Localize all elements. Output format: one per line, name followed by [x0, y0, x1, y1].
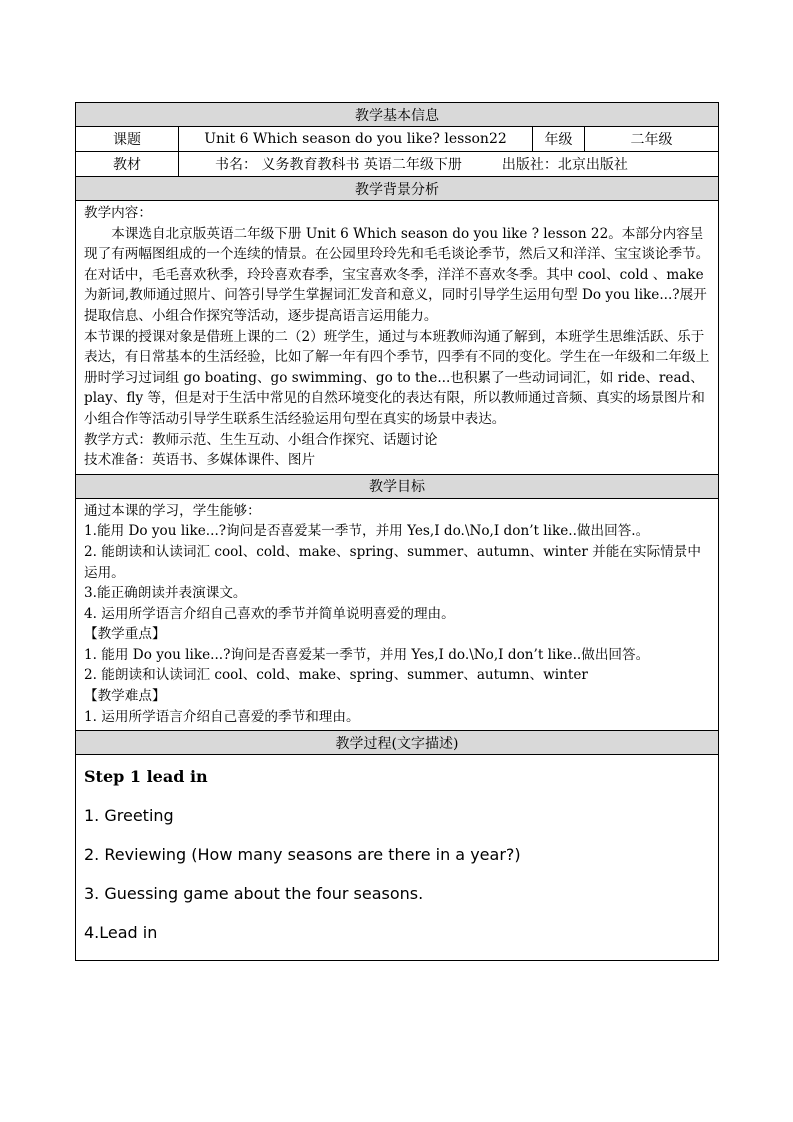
section-header-process: [76, 731, 718, 755]
topic-label: 课题: [76, 127, 179, 151]
process-item: 2. Reviewing (How many seasons are there in a year?): [84, 845, 521, 865]
process-item: 4.Lead in: [84, 923, 158, 943]
key-point-item: 1. 能用 Do you like...?询问是否喜爱某一季节，并用 Yes,I do.\No,I don’t like..做出回答。: [84, 646, 650, 663]
teaching-method: 教学方式：教师示范、生生互动、小组合作探究、话题讨论: [84, 431, 438, 448]
content-label: 教学内容：: [84, 205, 152, 221]
process-item: 1. Greeting: [84, 806, 174, 826]
grade-value: 二年级: [630, 132, 673, 148]
key-point-item: 2. 能朗读和认读词汇 cool、cold、make、spring、summer、autumn、winter: [84, 667, 588, 684]
section-header-background: [76, 177, 718, 201]
difficulty-label: 【教学难点】: [84, 688, 166, 705]
material-row: [76, 152, 718, 177]
difficulty-item: 1. 运用所学语言介绍自己喜爱的季节和理由。: [84, 708, 360, 725]
goals-intro: 通过本课的学习，学生能够：: [84, 502, 261, 519]
section-title: 教学过程(文字描述): [335, 735, 459, 752]
background-paragraph-2: 本节课的授课对象是借班上课的二（2）班学生，通过与本班教师沟通了解到，本班学生思维活跃、乐于表达，有日常基本的生活经验，比如了解一年有四个季节，四季有不同的变化。学生在一年级和二年级上册时学习过词组 go boating、go swimming、go to the...也积累了一些动词词汇，如 ride、read、play、fly 等，但是对于生活中常见的自然环境变化的表达有限，所以教师通过音频、真实的场景图片和小组合作等活动引导学生联系生活经验运用句型在真实的场景中表达。: [84, 328, 710, 427]
section-title: 教学目标: [369, 479, 425, 496]
background-content: [76, 201, 718, 475]
material-value: 书名： 义务教育教科书 英语二年级下册: [215, 157, 462, 173]
goal-item: 3.能正确朗读并表演课文。: [84, 585, 247, 602]
key-points-label: 【教学重点】: [84, 626, 166, 643]
process-content: [76, 755, 718, 960]
material-value-cell: [179, 152, 718, 176]
section-header-goals: [76, 475, 718, 499]
topic-row: [76, 127, 718, 152]
tech-preparation: 技术准备：英语书、多媒体课件、图片: [84, 452, 316, 469]
background-paragraph-1: 本课选自北京版英语二年级下册 Unit 6 Which season do you like ? lesson 22。本部分内容呈现了有两幅图组成的一个连续的情景。在公园里玲玲先和毛毛谈论季节，然后又和洋洋、宝宝谈论季节。在对话中，毛毛喜欢秋季，玲玲喜欢春季，宝宝喜欢冬季，洋洋不喜欢冬季。其中 cool、cold 、make 为新词,教师通过照片、问答引导学生掌握词汇发音和意义，同时引导学生运用句型 Do you like...?展开提取信息、小组合作探究等活动，逐步提高语言运用能力。: [84, 225, 710, 324]
goal-item: 4. 运用所学语言介绍自己喜欢的季节并简单说明喜爱的理由。: [84, 605, 455, 622]
material-label: 教材: [76, 152, 179, 176]
goal-item: 2. 能朗读和认读词汇 cool、cold、make、spring、summer、autumn、winter 并能在实际情景中运用。: [84, 543, 701, 581]
section-title: 教学基本信息: [355, 107, 439, 124]
grade-label: 年级: [533, 127, 585, 151]
goal-item: 1.能用 Do you like...?询问是否喜爱某一季节，并用 Yes,I do.\No,I don’t like..做出回答.。: [84, 523, 650, 540]
section-title: 教学背景分析: [355, 181, 439, 198]
process-item: 3. Guessing game about the four seasons.: [84, 884, 424, 904]
topic-value: Unit 6 Which season do you like? lesson22: [179, 127, 533, 151]
goals-content: [76, 499, 718, 732]
section-header-basic-info: [76, 103, 718, 127]
publisher: 出版社：北京出版社: [501, 157, 628, 173]
lesson-plan-table: [75, 102, 719, 961]
step-title: Step 1 lead in: [84, 767, 208, 787]
